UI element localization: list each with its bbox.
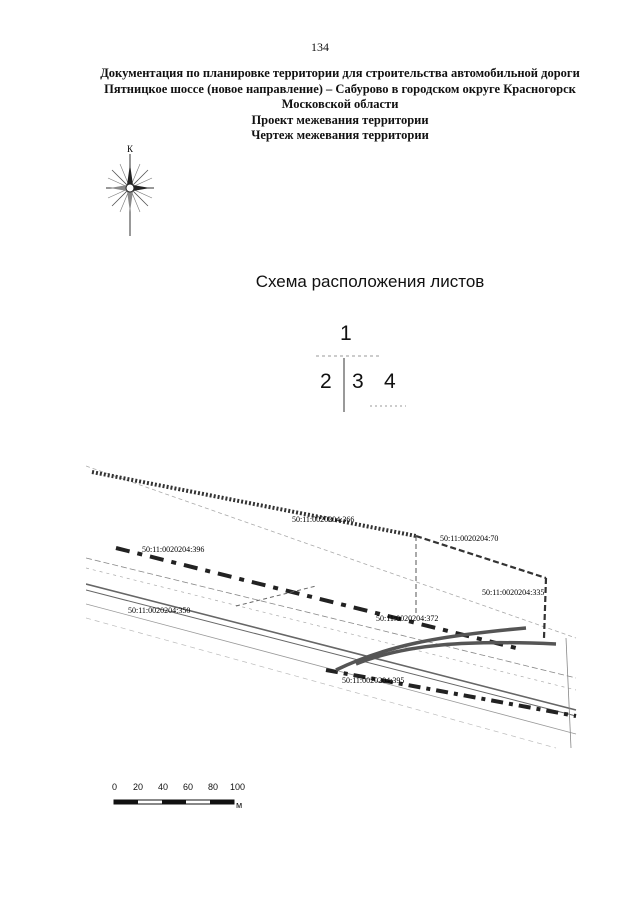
- sheet-1-label: 1: [340, 322, 352, 345]
- parcel-label: 50:11:0020204:366: [292, 515, 355, 524]
- scale-tick-label: 40: [158, 782, 169, 792]
- scale-tick-label: 80: [208, 782, 219, 792]
- sheet-layout-title: Схема расположения листов: [255, 272, 485, 291]
- scale-bar-graphic: [112, 796, 242, 810]
- parcel-label: 50:11:0020204:70: [440, 534, 499, 543]
- parcel-label: 50:11:0020204:335: [482, 588, 545, 597]
- compass-north-label: К: [126, 144, 134, 154]
- scale-unit-label: м: [236, 800, 243, 810]
- sheet-2-label: 2: [320, 370, 332, 393]
- sheet-4-label: 4: [384, 370, 396, 393]
- scale-tick-label: 100: [230, 782, 246, 792]
- parcel-label: 50:11:0020204:372: [376, 614, 439, 623]
- scale-bar: [112, 782, 262, 822]
- scale-tick-label: 20: [133, 782, 144, 792]
- scale-tick-label: 0: [112, 782, 118, 792]
- title-line-5: Чертеж межевания территории: [251, 128, 429, 142]
- parcel-label: 50:11:0020204:395: [342, 676, 405, 685]
- sheet-layout-scheme: [300, 322, 410, 422]
- cadastral-map: [86, 458, 586, 758]
- title-line-2: Пятницкое шоссе (новое направление) – Сабурово в городском округе Красногорск: [104, 81, 576, 96]
- title-line-4: Проект межевания территории: [251, 112, 429, 127]
- sheet-borders: [300, 322, 410, 422]
- title-line-1: Документация по планировке территории для строительства автомобильной дороги: [100, 66, 580, 80]
- page-number: 134: [311, 40, 329, 54]
- sheet-3-label: 3: [352, 370, 364, 393]
- document-title: [60, 66, 620, 144]
- scale-tick-label: 60: [183, 782, 194, 792]
- parcel-label: 50:11:0020204:396: [142, 545, 205, 554]
- compass-rose-icon: [100, 140, 160, 240]
- parcel-label: 50:11:0020204:350: [128, 606, 191, 615]
- title-line-3: Московской области: [281, 97, 399, 111]
